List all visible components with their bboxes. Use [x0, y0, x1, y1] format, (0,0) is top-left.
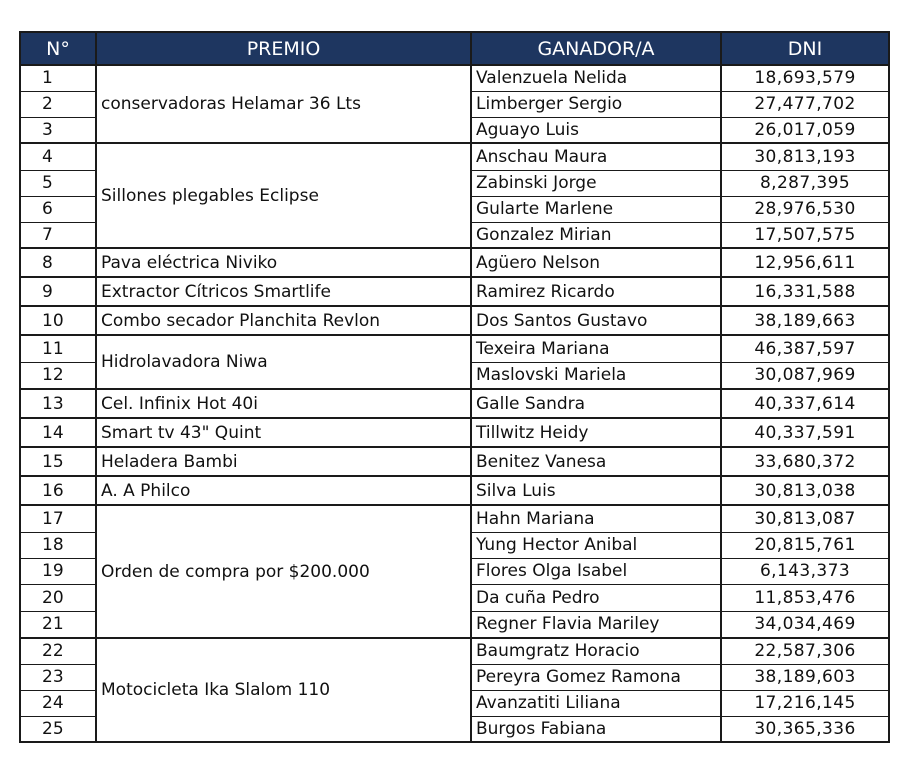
cell-number: 15 — [20, 447, 96, 476]
table-row — [20, 418, 889, 447]
cell-number: 23 — [20, 664, 96, 690]
cell-winner: Yung Hector Anibal — [471, 532, 721, 558]
cell-number: 7 — [20, 222, 96, 248]
cell-number: 10 — [20, 306, 96, 335]
cell-winner: Pereyra Gomez Ramona — [471, 664, 721, 690]
cell-dni: 46,387,597 — [721, 335, 889, 362]
cell-number: 3 — [20, 117, 96, 143]
cell-dni: 11,853,476 — [721, 584, 889, 611]
cell-number: 8 — [20, 248, 96, 277]
cell-dni: 40,337,614 — [721, 389, 889, 418]
cell-dni: 6,143,373 — [721, 558, 889, 584]
cell-dni: 17,216,145 — [721, 690, 889, 716]
cell-dni: 28,976,530 — [721, 196, 889, 222]
cell-winner: Burgos Fabiana — [471, 716, 721, 742]
header-dni: DNI — [721, 32, 889, 65]
cell-winner: Tillwitz Heidy — [471, 418, 721, 447]
cell-dni: 22,587,306 — [721, 638, 889, 664]
cell-dni: 30,813,193 — [721, 143, 889, 170]
cell-prize: Cel. Infinix Hot 40i — [96, 389, 471, 418]
cell-number: 25 — [20, 716, 96, 742]
cell-winner: Aguayo Luis — [471, 117, 721, 143]
header-row — [20, 32, 889, 65]
cell-prize: conservadoras Helamar 36 Lts — [96, 65, 471, 143]
cell-winner: Baumgratz Horacio — [471, 638, 721, 664]
cell-winner: Dos Santos Gustavo — [471, 306, 721, 335]
cell-prize: Motocicleta Ika Slalom 110 — [96, 638, 471, 742]
cell-prize: Combo secador Planchita Revlon — [96, 306, 471, 335]
cell-number: 17 — [20, 505, 96, 532]
cell-winner: Hahn Mariana — [471, 505, 721, 532]
cell-dni: 27,477,702 — [721, 91, 889, 117]
prize-winners-table — [19, 31, 890, 743]
cell-number: 12 — [20, 362, 96, 389]
cell-dni: 30,813,087 — [721, 505, 889, 532]
cell-prize: Heladera Bambi — [96, 447, 471, 476]
cell-number: 13 — [20, 389, 96, 418]
cell-prize: A. A Philco — [96, 476, 471, 505]
table-row — [20, 505, 889, 532]
cell-prize: Extractor Cítricos Smartlife — [96, 277, 471, 306]
cell-winner: Galle Sandra — [471, 389, 721, 418]
cell-number: 16 — [20, 476, 96, 505]
cell-dni: 40,337,591 — [721, 418, 889, 447]
cell-number: 11 — [20, 335, 96, 362]
cell-winner: Valenzuela Nelida — [471, 65, 721, 91]
table-row — [20, 389, 889, 418]
table-row — [20, 248, 889, 277]
cell-dni: 16,331,588 — [721, 277, 889, 306]
cell-number: 14 — [20, 418, 96, 447]
cell-prize: Pava eléctrica Niviko — [96, 248, 471, 277]
cell-dni: 38,189,663 — [721, 306, 889, 335]
cell-winner: Ramirez Ricardo — [471, 277, 721, 306]
cell-dni: 20,815,761 — [721, 532, 889, 558]
header-winner: GANADOR/A — [471, 32, 721, 65]
cell-dni: 18,693,579 — [721, 65, 889, 91]
cell-prize: Orden de compra por $200.000 — [96, 505, 471, 638]
cell-number: 24 — [20, 690, 96, 716]
table-row — [20, 65, 889, 91]
cell-number: 22 — [20, 638, 96, 664]
cell-prize: Smart tv 43" Quint — [96, 418, 471, 447]
table-body — [20, 65, 889, 742]
table-row — [20, 447, 889, 476]
cell-winner: Da cuña Pedro — [471, 584, 721, 611]
cell-dni: 38,189,603 — [721, 664, 889, 690]
cell-dni: 8,287,395 — [721, 170, 889, 196]
cell-number: 6 — [20, 196, 96, 222]
cell-winner: Avanzatiti Liliana — [471, 690, 721, 716]
table-row — [20, 277, 889, 306]
cell-dni: 26,017,059 — [721, 117, 889, 143]
cell-winner: Texeira Mariana — [471, 335, 721, 362]
cell-winner: Zabinski Jorge — [471, 170, 721, 196]
cell-winner: Flores Olga Isabel — [471, 558, 721, 584]
cell-number: 20 — [20, 584, 96, 611]
cell-winner: Limberger Sergio — [471, 91, 721, 117]
cell-winner: Benitez Vanesa — [471, 447, 721, 476]
cell-dni: 17,507,575 — [721, 222, 889, 248]
table-row — [20, 306, 889, 335]
cell-winner: Maslovski Mariela — [471, 362, 721, 389]
cell-winner: Anschau Maura — [471, 143, 721, 170]
table-row — [20, 638, 889, 664]
cell-number: 18 — [20, 532, 96, 558]
cell-number: 2 — [20, 91, 96, 117]
cell-number: 19 — [20, 558, 96, 584]
header-number: N° — [20, 32, 96, 65]
cell-winner: Gonzalez Mirian — [471, 222, 721, 248]
cell-number: 4 — [20, 143, 96, 170]
cell-dni: 30,365,336 — [721, 716, 889, 742]
table-row — [20, 335, 889, 362]
cell-number: 1 — [20, 65, 96, 91]
cell-winner: Gularte Marlene — [471, 196, 721, 222]
cell-winner: Regner Flavia Mariley — [471, 611, 721, 638]
table-row — [20, 143, 889, 170]
table-header — [20, 32, 889, 65]
cell-winner: Silva Luis — [471, 476, 721, 505]
header-prize: PREMIO — [96, 32, 471, 65]
cell-number: 5 — [20, 170, 96, 196]
cell-number: 21 — [20, 611, 96, 638]
cell-number: 9 — [20, 277, 96, 306]
cell-prize: Hidrolavadora Niwa — [96, 335, 471, 389]
cell-prize: Sillones plegables Eclipse — [96, 143, 471, 248]
cell-dni: 30,087,969 — [721, 362, 889, 389]
cell-dni: 33,680,372 — [721, 447, 889, 476]
cell-dni: 12,956,611 — [721, 248, 889, 277]
cell-dni: 34,034,469 — [721, 611, 889, 638]
table-row — [20, 476, 889, 505]
cell-winner: Agüero Nelson — [471, 248, 721, 277]
cell-dni: 30,813,038 — [721, 476, 889, 505]
